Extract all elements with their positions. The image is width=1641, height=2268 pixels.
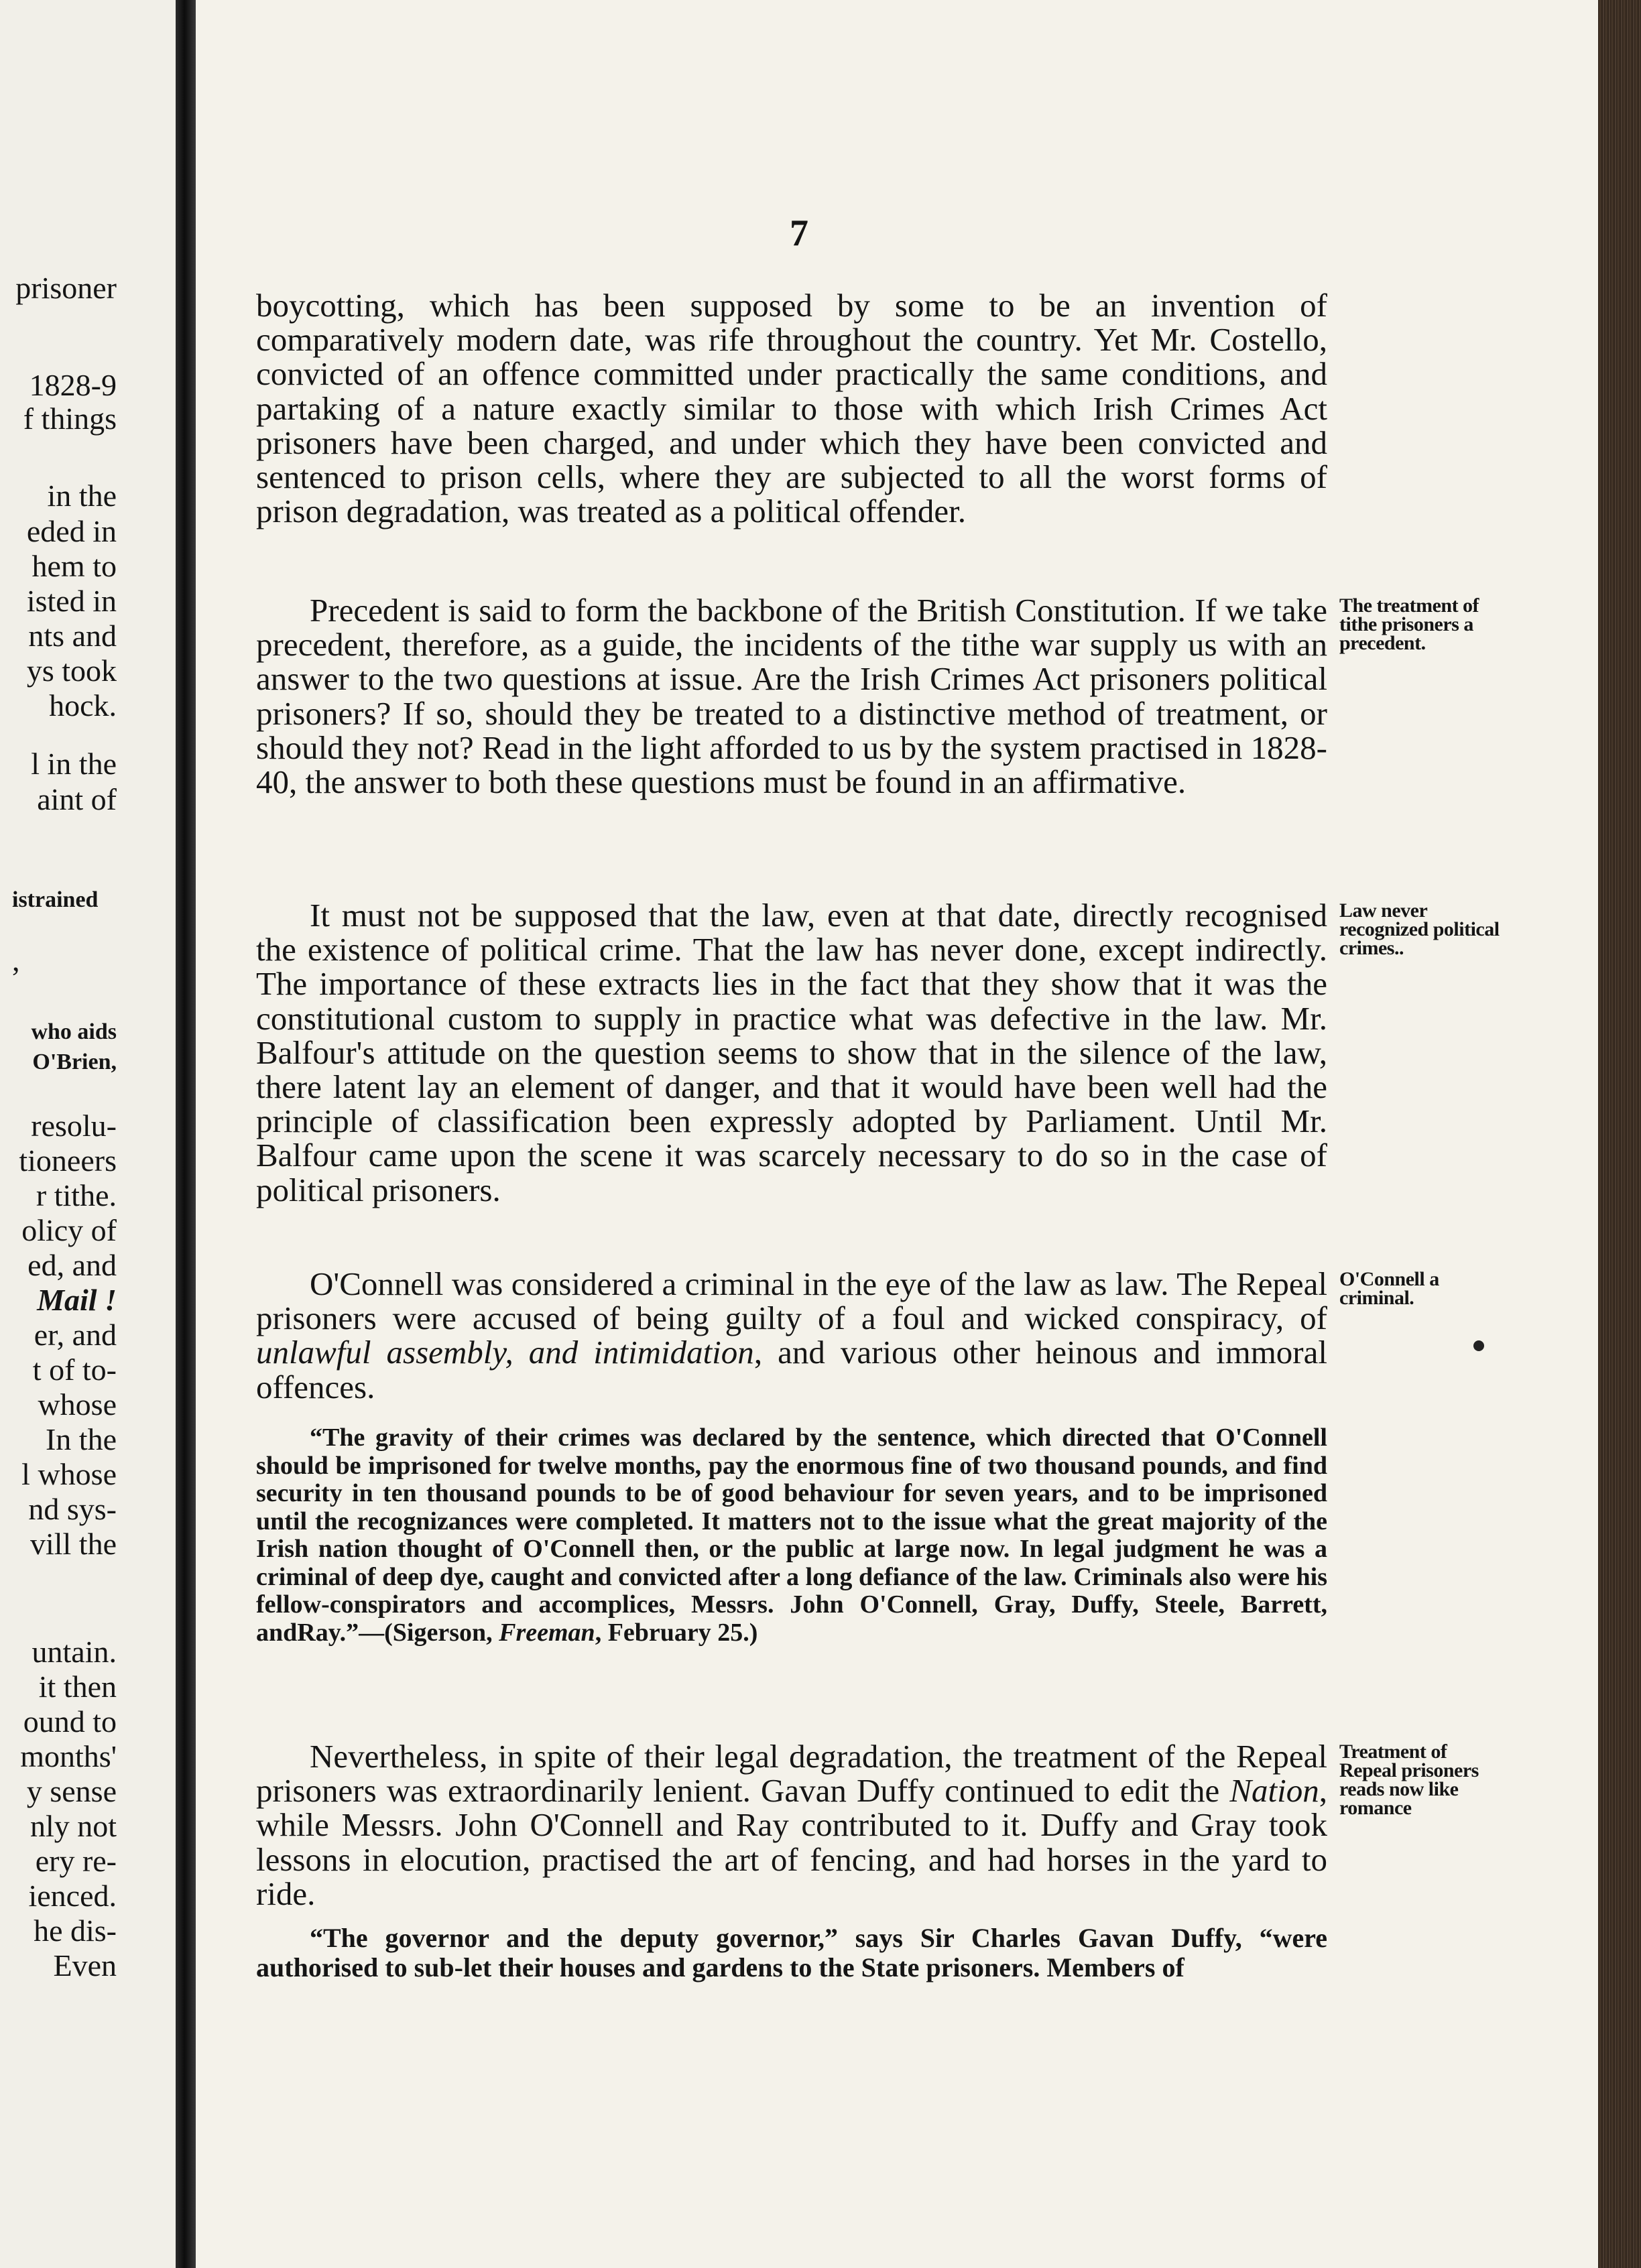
block-quote	[256, 1424, 1327, 1647]
left-page-line: eded in	[26, 514, 117, 548]
body-text	[256, 1924, 1327, 1982]
left-page-fragment	[0, 0, 176, 2268]
italic-source: Freeman	[499, 1618, 595, 1647]
left-page-line: prisoner	[15, 271, 117, 305]
left-page-line: he dis-	[34, 1913, 117, 1948]
page-edges	[1598, 0, 1641, 2268]
text-run: Nevertheless, in spite of their legal degradation, the treatment of the Repeal prisoners was extraordinarily lenient. Gavan Duffy continued to edit the	[256, 1738, 1327, 1810]
body-text	[256, 898, 1327, 1207]
left-page-line: istrained	[12, 887, 99, 912]
left-page-line: ,	[12, 943, 20, 977]
left-page-line: nd sys-	[28, 1492, 117, 1526]
left-page-line: y sense	[26, 1774, 117, 1808]
page-number: 7	[790, 212, 808, 254]
book-gutter	[176, 0, 196, 2268]
text-run: O'Connell was considered a criminal in the eye of the law as law. The Repeal prisoners were accused of being guilty of a foul and wicked conspiracy, of	[256, 1265, 1327, 1337]
left-page-line: whose	[38, 1387, 117, 1422]
left-page-line: who aids	[31, 1019, 117, 1044]
left-page-line: Mail !	[37, 1283, 117, 1317]
text-run: “The gravity of their crimes was declared by the sentence, which directed that O'Connell should be imprisoned for twelve months, pay the enormous fine of two thousand pounds, and find security in ten thousand pounds to be of good behaviour for seven years, and to be imprisoned until the recognizances were completed. It matters not to the issue what the great majority of the Irish nation thought of O'Connell then, or the public at large now. In legal judgment he was a criminal of deep dye, caught and convicted after a long defiance of the law. Criminals also were his fellow-conspirators and accomplices, Messrs. John O'Connell, Gray, Duffy, Steele, Barrett, andRay.”—(Sigerson,	[256, 1424, 1327, 1647]
left-page-line: months'	[20, 1739, 117, 1773]
left-page-line: in the	[47, 479, 117, 513]
text-run: , while Messrs. John O'Connell and Ray contributed to it. Duffy and Gray took lessons in elocution, practised the art of fencing, and had horses in the yard to ride.	[256, 1772, 1327, 1912]
body-text	[256, 1267, 1327, 1404]
left-page-line: hem to	[32, 549, 117, 583]
left-page-line: l whose	[21, 1457, 117, 1491]
margin-note-tithe: The treatment of tithe prisoners a precedent.	[1339, 594, 1479, 654]
left-page-line: O'Brien,	[32, 1050, 117, 1074]
left-page-line: ery re-	[35, 1844, 117, 1878]
text-run: , February 25.)	[595, 1618, 758, 1647]
left-page-line: nts and	[28, 619, 117, 653]
paragraph-nevertheless	[256, 1739, 1327, 1911]
left-page-line: t of to-	[32, 1352, 117, 1387]
left-page-line: nly not	[29, 1809, 117, 1843]
paragraph-boycotting: boycotting, which has been supposed by some to be an invention of comparatively modern date, was rife throughout the country. Yet Mr. Costello, convicted of an offence committed under practically the same conditions, and partaking of a nature exactly similar to those with which Irish Crimes Act prisoners have been charged, and under which they have been convicted and sentenced to prison cells, where they are subjected to all the worst forms of prison degradation, was treated as a political offender.	[256, 287, 1327, 530]
text-run: , and various other heinous and immoral offences.	[256, 1334, 1327, 1405]
left-page-line: untain.	[32, 1635, 117, 1669]
left-page-line: Even	[53, 1948, 117, 1982]
left-page-line: In the	[45, 1422, 117, 1456]
left-page-line: aint of	[37, 782, 117, 816]
left-page-line: tioneers	[19, 1143, 117, 1178]
left-page-line: isted in	[26, 584, 117, 618]
left-page-line: f things	[23, 401, 117, 436]
left-page-line: ys took	[26, 653, 117, 688]
left-page-line: 1828-9	[29, 368, 117, 402]
body-text	[256, 288, 1327, 528]
body-text	[256, 593, 1327, 799]
quote-sigerson	[256, 1424, 1327, 1647]
left-page-line: hock.	[49, 688, 117, 722]
left-page-line: olicy of	[21, 1213, 117, 1247]
left-page-line: l in the	[31, 747, 117, 781]
left-page-line: it then	[38, 1670, 117, 1704]
ink-mark	[1473, 1340, 1484, 1351]
left-page-line: ed, and	[27, 1248, 117, 1282]
body-text	[256, 1739, 1327, 1911]
left-page-line: resolu-	[31, 1109, 117, 1143]
paragraph-governor: “The governor and the deputy governor,” says Sir Charles Gavan Duffy, “were authorised to sub-let their houses and gardens to the State prisoners. Members of	[256, 1923, 1327, 1982]
paragraph-oconnell	[256, 1267, 1327, 1404]
paragraph-law: It must not be supposed that the law, even at that date, directly recognised the existence of political crime. That the law has never done, except indirectly. The importance of these extracts lies in the fact that they show that it was the constitutional custom to supply in practice what was defective in the law. Mr. Balfour's attitude on the question seems to show that in the silence of the law, there latent lay an element of danger, and that it would have been well had the principle of classification been expressly adopted by Parliament. Until Mr. Balfour came upon the scene it was scarcely necessary to do so in the case of political prisoners.	[256, 897, 1327, 1208]
margin-note-law: Law never recognized political crimes..	[1339, 899, 1500, 959]
left-page-line: vill the	[29, 1527, 117, 1561]
left-page-line: r tithe.	[36, 1178, 117, 1212]
italic-title: Nation	[1229, 1772, 1319, 1810]
margin-note-repeal: Treatment of Repeal prisoners reads now like romance	[1339, 1741, 1479, 1819]
left-page-line: er, and	[34, 1318, 117, 1352]
margin-note-oconnell: O'Connell a criminal.	[1339, 1268, 1439, 1309]
paragraph-precedent: Precedent is said to form the backbone of the British Constitution. If we take precedent, therefore, as a guide, the incidents of the tithe war supply us with an answer to the two questions at issue. Are the Irish Crimes Act prisoners political prisoners? If so, should they be treated to a distinctive method of treatment, or should they not? Read in the light afforded to us by the system practised in 1828-40, the answer to both these questions must be found in an affirmative.	[256, 592, 1327, 801]
left-page-line: ienced.	[28, 1879, 117, 1913]
italic-phrase: unlawful assembly, and intimidation	[256, 1334, 754, 1371]
left-page-line: ound to	[23, 1704, 117, 1739]
